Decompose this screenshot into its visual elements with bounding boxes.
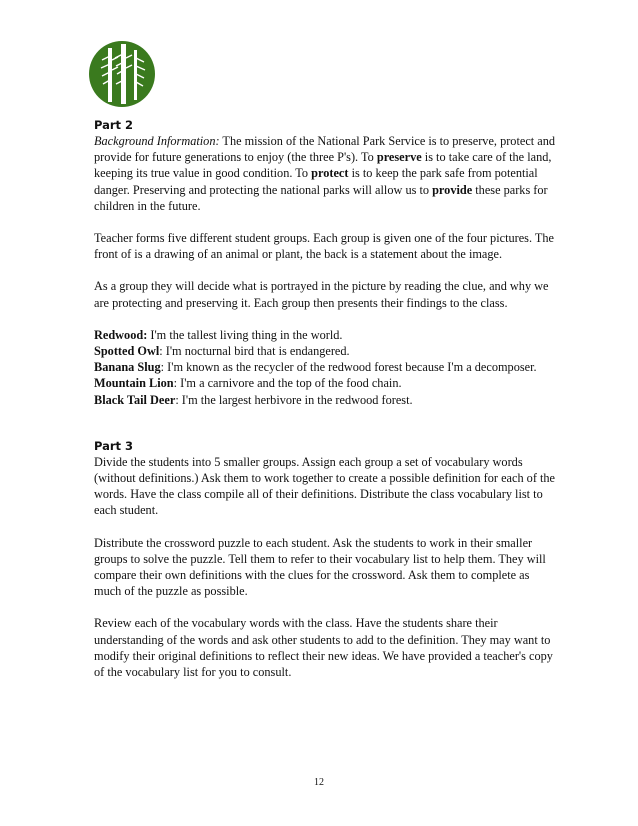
background-text-2: is to take care of the land, keeping its true value in good condition. To [94, 150, 552, 181]
review-paragraph: Review each of the vocabulary words with the class. Have the students share their understanding of the words and ask other students to add to the definition. They may want to modify their original definitions to reflect their new ideas. We have provided a teacher's copy of the vocabulary list for you to consult. [94, 616, 553, 680]
clue-name: Spotted Owl [94, 344, 160, 359]
clue-text: : I'm a carnivore and the top of the food chain. [173, 376, 402, 391]
background-text-4: these parks for children in the future. [94, 182, 548, 213]
part3-heading: Part 3 [94, 438, 134, 453]
document-body [94, 117, 556, 680]
groups-paragraph: Teacher forms five different student groups. Each group is given one of the four pictures. The front of is a drawing of an animal or plant, the back is a statement about the image. [94, 231, 555, 262]
clue-item [94, 343, 556, 359]
clue-text: : I'm the largest herbivore in the redwood forest. [175, 392, 413, 407]
crossword-paragraph: Distribute the crossword puzzle to each student. Ask the students to work in their smaller groups to solve the puzzle. Tell them to refer to their vocabulary list to help them. They will compare their own definitions with the clues for the crossword. Ask them to complete as much of the puzzle as possible. [94, 535, 546, 599]
clue-item [94, 359, 556, 375]
redwood-trees-logo-icon [88, 40, 156, 108]
background-label: Background Information: [94, 134, 220, 148]
background-paragraph [94, 133, 556, 214]
clue-text: I'm the tallest living thing in the world. [147, 327, 343, 342]
clue-name: Banana Slug [94, 360, 161, 375]
clue-text: : I'm nocturnal bird that is endangered. [159, 344, 350, 359]
clue-item [94, 327, 556, 343]
page-number: 12 [314, 777, 324, 788]
clue-item [94, 375, 556, 391]
clue-item [94, 392, 556, 408]
term-preserve: preserve [376, 150, 422, 165]
background-text-3: is to keep the park safe from potential danger. Preserving and protecting the national parks will allow us to [94, 166, 538, 197]
clue-text: : I'm known as the recycler of the redwood forest because I'm a decomposer. [160, 360, 537, 375]
term-provide: provide [432, 182, 473, 197]
clue-name: Mountain Lion [94, 376, 174, 391]
background-text-1: The mission of the National Park Service is to preserve, protect and provide for future generations to enjoy (the three P's). To [94, 134, 556, 165]
clue-instructions-paragraph: As a group they will decide what is portrayed in the picture by reading the clue, and why we are protecting and preserving it. Each group then presents their findings to the class. [94, 279, 549, 310]
vocabulary-groups-paragraph: Divide the students into 5 smaller groups. Assign each group a set of vocabulary words (without definitions.) Ask them to work together to create a possible definition for each of the words. Have the class compile all of their definitions. Distribute the class vocabulary list to each student. [94, 454, 556, 518]
term-protect: protect [311, 166, 349, 181]
clue-name: Redwood: [94, 327, 148, 342]
clue-list [94, 327, 556, 408]
clue-name: Black Tail Deer [94, 392, 176, 407]
part2-heading: Part 2 [94, 118, 134, 132]
